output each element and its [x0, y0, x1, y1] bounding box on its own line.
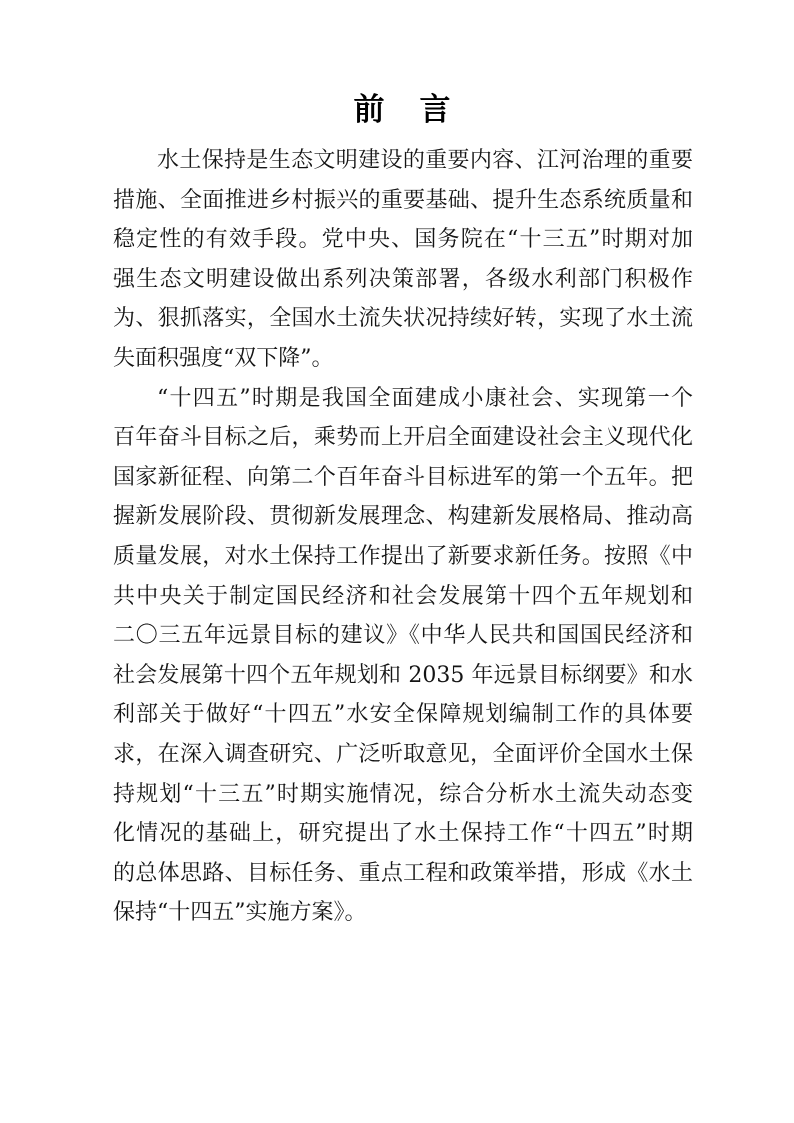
- text-line: 社会发展第十四个五年规划和 2035 年远景目标纲要》和水: [113, 662, 693, 688]
- text-line: 措施、全面推进乡村振兴的重要基础、提升生态系统质量和: [113, 187, 693, 213]
- text-line: 失面积强度“双下降”。: [113, 345, 334, 371]
- text-line: 共中央关于制定国民经济和社会发展第十四个五年规划和: [113, 583, 693, 609]
- text-line: 强生态文明建设做出系列决策部署，各级水利部门积极作: [113, 266, 693, 292]
- text-line: 握新发展阶段、贯彻新发展理念、构建新发展格局、推动高: [113, 504, 693, 530]
- paragraph-1: [113, 141, 693, 379]
- text-line: 百年奋斗目标之后，乘势而上开启全面建设社会主义现代化: [113, 425, 693, 451]
- text-line: 利部关于做好“十四五”水安全保障规划编制工作的具体要: [113, 702, 693, 728]
- text-line: 水土保持是生态文明建设的重要内容、江河治理的重要: [157, 148, 693, 173]
- text-line: 质量发展，对水土保持工作提出了新要求新任务。按照《中: [113, 543, 693, 569]
- text-line: 持规划“十三五”时期实施情况，综合分析水土流失动态变: [113, 781, 693, 807]
- text-line: 国家新征程、向第二个百年奋斗目标进军的第一个五年。把: [113, 464, 693, 490]
- text-line: 二〇三五年远景目标的建议》《中华人民共和国国民经济和: [113, 623, 693, 649]
- text-line: 保持“十四五”实施方案》。: [113, 900, 367, 926]
- text-line: “十四五”时期是我国全面建成小康社会、实现第一个: [157, 385, 693, 411]
- text-line: 求，在深入调查研究、广泛听取意见，全面评价全国水土保: [113, 741, 693, 767]
- paragraph-2: [113, 379, 693, 933]
- page-title: 前 言: [353, 92, 453, 127]
- document-body: [113, 141, 693, 933]
- text-line: 为、狠抓落实，全国水土流失状况持续好转，实现了水土流: [113, 306, 693, 332]
- text-line: 稳定性的有效手段。党中央、国务院在“十三五”时期对加: [113, 227, 693, 253]
- text-line: 化情况的基础上，研究提出了水土保持工作“十四五”时期: [113, 821, 693, 847]
- text-line: 的总体思路、目标任务、重点工程和政策举措，形成《水土: [113, 860, 693, 886]
